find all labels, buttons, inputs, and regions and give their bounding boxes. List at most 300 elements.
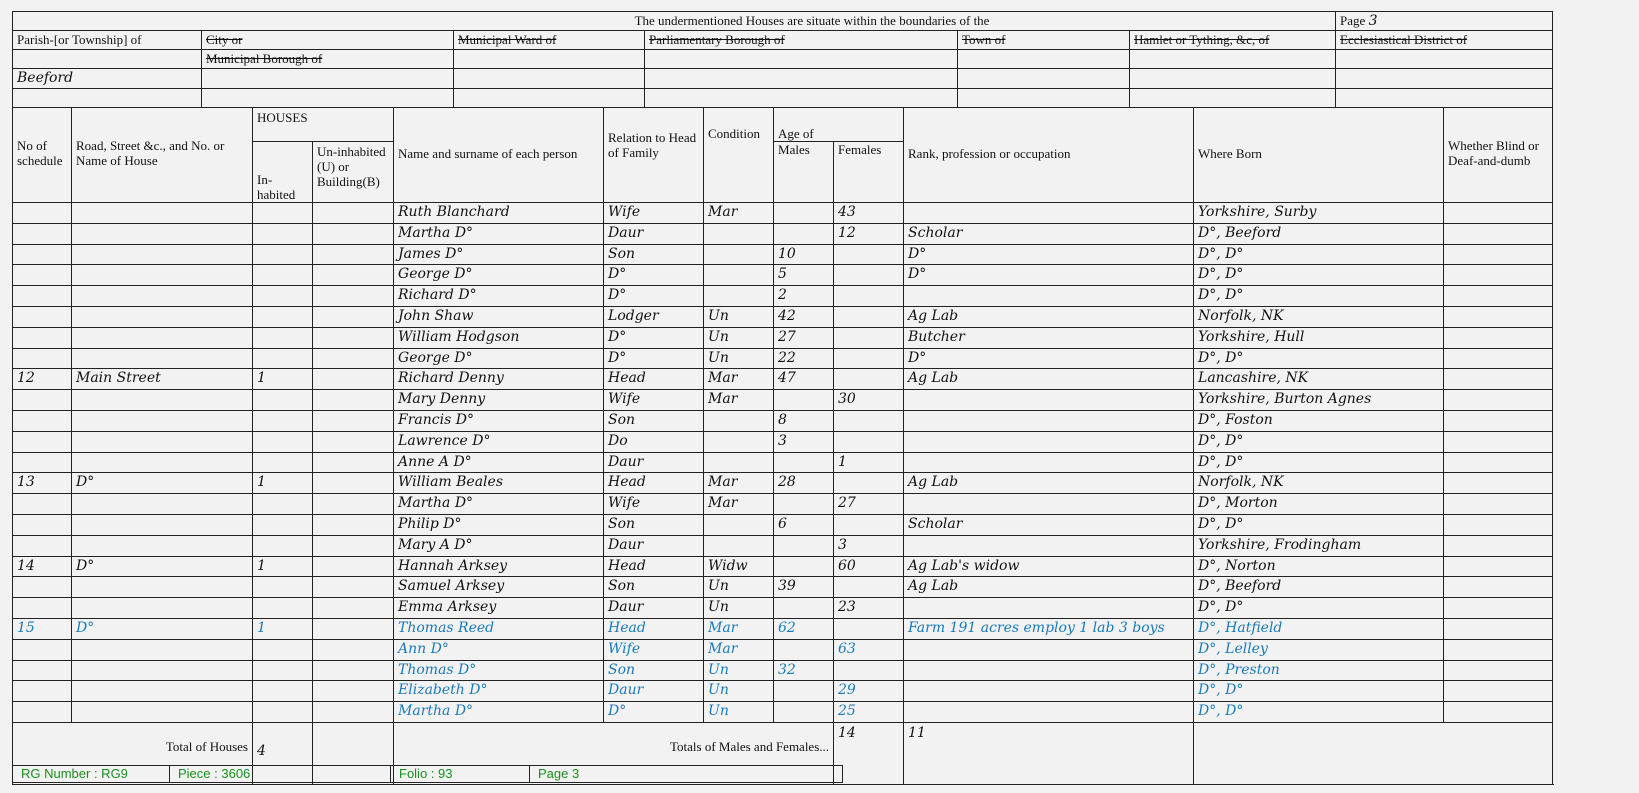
row-inhabited [253, 639, 313, 660]
row-relation: Wife [604, 639, 704, 660]
row-occupation [904, 598, 1194, 619]
row-occupation: Ag Lab [904, 369, 1194, 390]
row-relation: Head [604, 618, 704, 639]
row-females [834, 410, 904, 431]
row-females: 29 [834, 681, 904, 702]
col-males: Males [774, 142, 834, 203]
row-occupation [904, 702, 1194, 723]
row-born: Yorkshire, Frodingham [1194, 535, 1444, 556]
table-row [13, 286, 1553, 307]
town-label: Town of [958, 31, 1130, 50]
row-born: Norfolk, NK [1194, 473, 1444, 494]
table-row [13, 327, 1553, 348]
row-inhabited: 1 [253, 556, 313, 577]
blank-cell [1130, 50, 1336, 69]
col-uninhabited: Un-inhabited (U) or Building(B) [313, 142, 394, 203]
row-name: Elizabeth D° [394, 681, 604, 702]
page-cell [1336, 12, 1553, 31]
row-occupation: D° [904, 348, 1194, 369]
row-condition: Un [704, 348, 774, 369]
col-occupation: Rank, profession or occupation [904, 108, 1194, 203]
row-males: 8 [774, 410, 834, 431]
row-uninhabited [313, 598, 394, 619]
row-born: D°, D° [1194, 514, 1444, 535]
row-inhabited [253, 452, 313, 473]
row-road [72, 514, 253, 535]
blank-cell [645, 50, 958, 69]
row-name: William Hodgson [394, 327, 604, 348]
row-inhabited: 1 [253, 618, 313, 639]
row-relation: Son [604, 244, 704, 265]
row-name: Mary A D° [394, 535, 604, 556]
row-condition [704, 244, 774, 265]
row-road [72, 452, 253, 473]
row-schedule [13, 577, 72, 598]
row-blind [1444, 369, 1553, 390]
row-road [72, 286, 253, 307]
col-blind: Whether Blind or Deaf-and-dumb [1444, 108, 1553, 203]
row-road [72, 306, 253, 327]
row-name: John Shaw [394, 306, 604, 327]
row-males: 62 [774, 618, 834, 639]
row-relation: Son [604, 514, 704, 535]
row-uninhabited [313, 618, 394, 639]
eccl-label: Ecclesiastical District of [1336, 31, 1553, 50]
row-blind [1444, 203, 1553, 224]
row-blind [1444, 390, 1553, 411]
row-relation: Son [604, 410, 704, 431]
table-row [13, 639, 1553, 660]
row-males: 27 [774, 327, 834, 348]
row-inhabited [253, 286, 313, 307]
col-name: Name and surname of each person [394, 108, 604, 203]
row-uninhabited [313, 306, 394, 327]
row-schedule [13, 660, 72, 681]
row-occupation: Ag Lab [904, 306, 1194, 327]
row-schedule [13, 348, 72, 369]
row-relation: Wife [604, 203, 704, 224]
row-inhabited [253, 535, 313, 556]
row-females: 1 [834, 452, 904, 473]
blank-cell [645, 69, 958, 89]
row-blind [1444, 244, 1553, 265]
row-occupation [904, 681, 1194, 702]
row-relation: D° [604, 327, 704, 348]
row-relation: D° [604, 702, 704, 723]
row-females [834, 660, 904, 681]
total-females: 11 [904, 722, 1194, 784]
folio-number: Folio : 93 [391, 766, 530, 783]
row-females [834, 244, 904, 265]
row-blind [1444, 681, 1553, 702]
row-females: 23 [834, 598, 904, 619]
row-name: Emma Arksey [394, 598, 604, 619]
row-inhabited [253, 306, 313, 327]
ward-label: Municipal Ward of [454, 31, 645, 50]
row-inhabited [253, 681, 313, 702]
row-born: D°, D° [1194, 286, 1444, 307]
row-females [834, 431, 904, 452]
row-born: Lancashire, NK [1194, 369, 1444, 390]
row-females [834, 348, 904, 369]
col-females: Females [834, 142, 904, 203]
row-name: Richard Denny [394, 369, 604, 390]
row-condition: Mar [704, 390, 774, 411]
row-relation: Wife [604, 494, 704, 515]
row-born: D°, Preston [1194, 660, 1444, 681]
row-schedule [13, 452, 72, 473]
row-inhabited [253, 702, 313, 723]
blank-cell [202, 89, 454, 108]
table-row [13, 203, 1553, 224]
page-number: 3 [1368, 13, 1378, 29]
row-uninhabited [313, 286, 394, 307]
row-uninhabited [313, 390, 394, 411]
blank-cell [1194, 722, 1553, 784]
row-born: D°, Foston [1194, 410, 1444, 431]
row-uninhabited [313, 369, 394, 390]
row-occupation: Ag Lab [904, 577, 1194, 598]
row-relation: Head [604, 556, 704, 577]
row-inhabited [253, 494, 313, 515]
row-road [72, 639, 253, 660]
row-relation: Daur [604, 598, 704, 619]
table-row [13, 660, 1553, 681]
row-name: Martha D° [394, 702, 604, 723]
row-uninhabited [313, 535, 394, 556]
row-condition: Un [704, 327, 774, 348]
row-road [72, 577, 253, 598]
row-blind [1444, 348, 1553, 369]
row-uninhabited [313, 410, 394, 431]
row-uninhabited [313, 348, 394, 369]
row-males [774, 452, 834, 473]
col-age-of: Age of [774, 108, 904, 142]
schedule-rows [13, 203, 1553, 723]
row-inhabited [253, 514, 313, 535]
row-schedule [13, 535, 72, 556]
row-road: D° [72, 618, 253, 639]
schedule-table [12, 107, 1553, 785]
row-schedule [13, 410, 72, 431]
row-blind [1444, 494, 1553, 515]
row-males [774, 390, 834, 411]
row-name: Francis D° [394, 410, 604, 431]
row-schedule [13, 702, 72, 723]
table-row [13, 306, 1553, 327]
row-uninhabited [313, 431, 394, 452]
row-males: 22 [774, 348, 834, 369]
row-occupation: D° [904, 265, 1194, 286]
row-males: 47 [774, 369, 834, 390]
row-females: 12 [834, 223, 904, 244]
row-name: James D° [394, 244, 604, 265]
row-schedule [13, 203, 72, 224]
row-occupation [904, 390, 1194, 411]
row-schedule: 12 [13, 369, 72, 390]
row-born: D°, D° [1194, 598, 1444, 619]
row-males [774, 223, 834, 244]
row-name: George D° [394, 265, 604, 286]
blank-cell [645, 89, 958, 108]
row-born: Norfolk, NK [1194, 306, 1444, 327]
row-females: 43 [834, 203, 904, 224]
row-born: D°, D° [1194, 431, 1444, 452]
row-males [774, 639, 834, 660]
city-label: City or [202, 31, 454, 50]
row-blind [1444, 556, 1553, 577]
total-males: 14 [834, 722, 904, 784]
row-males: 3 [774, 431, 834, 452]
parish-label: Parish-[or Township] of [13, 31, 202, 50]
row-name: Hannah Arksey [394, 556, 604, 577]
row-uninhabited [313, 327, 394, 348]
municipal-borough-label: Municipal Borough of [202, 50, 454, 69]
row-females [834, 265, 904, 286]
row-inhabited: 1 [253, 369, 313, 390]
row-road [72, 265, 253, 286]
rg-number: RG Number : RG9 [13, 766, 170, 783]
row-born: D°, D° [1194, 348, 1444, 369]
total-houses-label: Total of Houses [13, 722, 253, 784]
table-row [13, 244, 1553, 265]
source-footer [12, 765, 843, 783]
row-name: Thomas D° [394, 660, 604, 681]
row-born: Yorkshire, Hull [1194, 327, 1444, 348]
row-uninhabited [313, 577, 394, 598]
boundary-header [12, 11, 1553, 108]
row-road [72, 348, 253, 369]
row-blind [1444, 327, 1553, 348]
row-blind [1444, 452, 1553, 473]
row-occupation: Scholar [904, 514, 1194, 535]
row-inhabited [253, 203, 313, 224]
row-males [774, 598, 834, 619]
census-sheet [12, 11, 1621, 785]
row-blind [1444, 577, 1553, 598]
row-males: 6 [774, 514, 834, 535]
row-born: D°, Norton [1194, 556, 1444, 577]
row-born: D°, D° [1194, 244, 1444, 265]
row-blind [1444, 410, 1553, 431]
row-uninhabited [313, 265, 394, 286]
row-occupation [904, 535, 1194, 556]
row-females: 27 [834, 494, 904, 515]
row-uninhabited [313, 203, 394, 224]
row-schedule [13, 681, 72, 702]
table-row [13, 514, 1553, 535]
blank-cell [958, 89, 1130, 108]
hamlet-label: Hamlet or Tything, &c, of [1130, 31, 1336, 50]
row-condition: Mar [704, 639, 774, 660]
row-blind [1444, 286, 1553, 307]
table-row [13, 223, 1553, 244]
row-males [774, 702, 834, 723]
row-males: 2 [774, 286, 834, 307]
parish-value: Beeford [13, 69, 202, 89]
row-inhabited [253, 431, 313, 452]
row-condition [704, 223, 774, 244]
table-row [13, 452, 1553, 473]
row-relation: Daur [604, 535, 704, 556]
row-inhabited [253, 390, 313, 411]
row-uninhabited [313, 244, 394, 265]
row-schedule [13, 286, 72, 307]
row-females [834, 306, 904, 327]
row-males [774, 535, 834, 556]
row-blind [1444, 306, 1553, 327]
row-relation: Daur [604, 681, 704, 702]
row-condition: Mar [704, 203, 774, 224]
row-males: 5 [774, 265, 834, 286]
row-name: Samuel Arksey [394, 577, 604, 598]
row-occupation: Farm 191 acres employ 1 lab 3 boys [904, 618, 1194, 639]
row-blind [1444, 535, 1553, 556]
row-schedule [13, 306, 72, 327]
row-born: Yorkshire, Surby [1194, 203, 1444, 224]
table-row [13, 556, 1553, 577]
row-condition [704, 514, 774, 535]
blank-cell [1130, 69, 1336, 89]
row-relation: Daur [604, 223, 704, 244]
row-schedule [13, 514, 72, 535]
footer-page: Page 3 [530, 766, 843, 783]
row-condition: Un [704, 577, 774, 598]
row-blind [1444, 473, 1553, 494]
table-row [13, 577, 1553, 598]
table-row [13, 702, 1553, 723]
row-inhabited [253, 244, 313, 265]
row-name: Anne A D° [394, 452, 604, 473]
total-houses-value: 4 [253, 722, 313, 784]
row-born: D°, D° [1194, 265, 1444, 286]
blank-cell [958, 69, 1130, 89]
row-females: 30 [834, 390, 904, 411]
table-row [13, 348, 1553, 369]
col-relation: Relation to Head of Family [604, 108, 704, 203]
row-inhabited [253, 348, 313, 369]
row-inhabited [253, 327, 313, 348]
row-name: Ruth Blanchard [394, 203, 604, 224]
row-road [72, 410, 253, 431]
row-condition [704, 410, 774, 431]
blank-cell [13, 50, 202, 69]
row-inhabited [253, 598, 313, 619]
row-blind [1444, 265, 1553, 286]
row-condition: Un [704, 598, 774, 619]
row-relation: Do [604, 431, 704, 452]
row-females [834, 369, 904, 390]
row-relation: Lodger [604, 306, 704, 327]
row-road [72, 203, 253, 224]
row-females [834, 577, 904, 598]
row-relation: Head [604, 369, 704, 390]
row-condition: Un [704, 702, 774, 723]
blank-cell [13, 89, 202, 108]
row-occupation: D° [904, 244, 1194, 265]
row-born: D°, Beeford [1194, 223, 1444, 244]
row-name: Philip D° [394, 514, 604, 535]
row-born: D°, D° [1194, 681, 1444, 702]
row-road [72, 431, 253, 452]
row-relation: D° [604, 286, 704, 307]
row-name: Martha D° [394, 223, 604, 244]
row-road: Main Street [72, 369, 253, 390]
row-name: Lawrence D° [394, 431, 604, 452]
row-schedule [13, 390, 72, 411]
row-blind [1444, 223, 1553, 244]
row-condition: Un [704, 681, 774, 702]
row-road [72, 535, 253, 556]
blank-cell [1336, 50, 1553, 69]
table-row [13, 535, 1553, 556]
row-males: 39 [774, 577, 834, 598]
row-females [834, 327, 904, 348]
row-females [834, 618, 904, 639]
row-relation: Son [604, 577, 704, 598]
row-males [774, 203, 834, 224]
row-relation: D° [604, 265, 704, 286]
row-road: D° [72, 473, 253, 494]
total-persons-label: Totals of Males and Females... [394, 722, 834, 784]
row-occupation [904, 660, 1194, 681]
row-road [72, 681, 253, 702]
row-females [834, 473, 904, 494]
row-occupation [904, 203, 1194, 224]
row-occupation [904, 639, 1194, 660]
row-schedule: 13 [13, 473, 72, 494]
row-inhabited [253, 223, 313, 244]
col-born: Where Born [1194, 108, 1444, 203]
row-born: D°, D° [1194, 702, 1444, 723]
row-females: 3 [834, 535, 904, 556]
row-road [72, 702, 253, 723]
row-condition [704, 535, 774, 556]
row-condition: Mar [704, 494, 774, 515]
row-road [72, 660, 253, 681]
row-name: William Beales [394, 473, 604, 494]
row-condition [704, 286, 774, 307]
row-occupation: Ag Lab [904, 473, 1194, 494]
row-uninhabited [313, 452, 394, 473]
row-relation: Son [604, 660, 704, 681]
row-relation: Head [604, 473, 704, 494]
table-row [13, 410, 1553, 431]
table-row [13, 494, 1553, 515]
row-born: D°, Morton [1194, 494, 1444, 515]
row-schedule [13, 327, 72, 348]
piece-number: Piece : 3606 [170, 766, 391, 783]
parl-label: Parliamentary Borough of [645, 31, 958, 50]
row-schedule [13, 639, 72, 660]
row-road [72, 598, 253, 619]
row-blind [1444, 618, 1553, 639]
row-schedule [13, 223, 72, 244]
table-row [13, 390, 1553, 411]
row-occupation [904, 431, 1194, 452]
row-condition: Mar [704, 369, 774, 390]
row-blind [1444, 702, 1553, 723]
banner-text: The undermentioned Houses are situate within the boundaries of the [13, 12, 1336, 31]
row-inhabited [253, 660, 313, 681]
row-occupation: Scholar [904, 223, 1194, 244]
row-condition: Widw [704, 556, 774, 577]
row-born: D°, Hatfield [1194, 618, 1444, 639]
row-relation: D° [604, 348, 704, 369]
row-uninhabited [313, 660, 394, 681]
row-blind [1444, 639, 1553, 660]
blank-cell [1130, 89, 1336, 108]
